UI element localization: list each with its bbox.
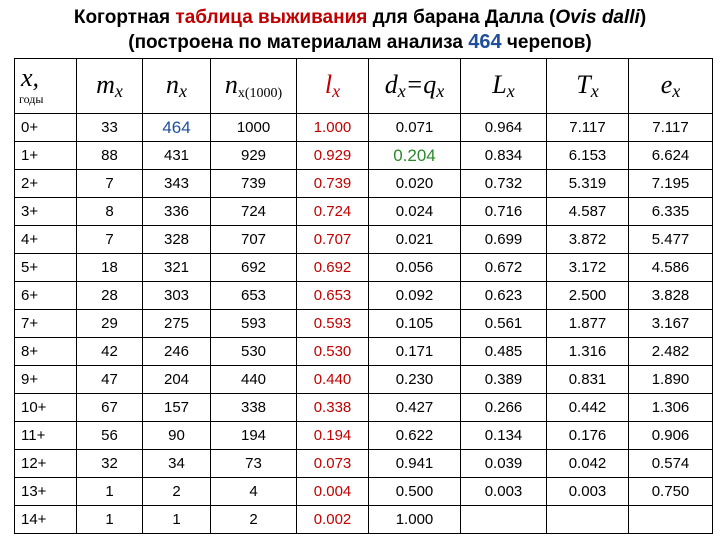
cell-age: 14+ bbox=[15, 506, 77, 534]
cell-nx1000: 4 bbox=[211, 478, 297, 506]
cell-nx1000: 739 bbox=[211, 170, 297, 198]
cell-dx: 0.230 bbox=[369, 366, 461, 394]
cell-dx: 0.171 bbox=[369, 338, 461, 366]
cell-Tx: 3.872 bbox=[547, 226, 629, 254]
cell-nx: 328 bbox=[143, 226, 211, 254]
cell-lx: 0.739 bbox=[297, 170, 369, 198]
subtitle-suffix: черепов) bbox=[501, 32, 592, 53]
table-row bbox=[15, 478, 713, 506]
cell-age: 0+ bbox=[15, 114, 77, 142]
cell-Lx bbox=[461, 506, 547, 534]
header-lx: $l_x$ bbox=[297, 59, 369, 114]
cell-ex: 0.750 bbox=[629, 478, 713, 506]
header-x-unit: годы bbox=[19, 92, 44, 106]
title-end: ) bbox=[639, 7, 647, 28]
table-row bbox=[15, 170, 713, 198]
cell-ex: 1.890 bbox=[629, 366, 713, 394]
cell-age: 8+ bbox=[15, 338, 77, 366]
cell-Lx: 0.964 bbox=[461, 114, 547, 142]
cell-age: 12+ bbox=[15, 450, 77, 478]
cell-dx: 0.105 bbox=[369, 310, 461, 338]
cell-nx: 275 bbox=[143, 310, 211, 338]
table-row bbox=[15, 422, 713, 450]
table-body bbox=[15, 114, 713, 534]
cell-ex: 1.306 bbox=[629, 394, 713, 422]
cell-lx: 0.002 bbox=[297, 506, 369, 534]
cell-ex: 5.477 bbox=[629, 226, 713, 254]
cell-nx: 336 bbox=[143, 198, 211, 226]
cell-lx: 0.440 bbox=[297, 366, 369, 394]
cell-dx: 0.500 bbox=[369, 478, 461, 506]
cell-nx: 431 bbox=[143, 142, 211, 170]
cell-dx: 1.000 bbox=[369, 506, 461, 534]
cell-ex: 3.167 bbox=[629, 310, 713, 338]
cell-age: 6+ bbox=[15, 282, 77, 310]
cell-lx: 0.929 bbox=[297, 142, 369, 170]
cell-dx: 0.024 bbox=[369, 198, 461, 226]
cell-nx1000: 692 bbox=[211, 254, 297, 282]
table-row bbox=[15, 114, 713, 142]
cell-mx: 1 bbox=[77, 478, 143, 506]
cell-nx: 303 bbox=[143, 282, 211, 310]
cell-Tx: 0.176 bbox=[547, 422, 629, 450]
cell-lx: 0.724 bbox=[297, 198, 369, 226]
cell-mx: 88 bbox=[77, 142, 143, 170]
cell-dx: 0.941 bbox=[369, 450, 461, 478]
cell-Lx: 0.561 bbox=[461, 310, 547, 338]
cell-mx: 7 bbox=[77, 226, 143, 254]
life-table bbox=[14, 58, 713, 534]
cell-nx1000: 194 bbox=[211, 422, 297, 450]
cell-Lx: 0.834 bbox=[461, 142, 547, 170]
cell-ex: 0.906 bbox=[629, 422, 713, 450]
cell-age: 7+ bbox=[15, 310, 77, 338]
cell-Tx: 2.500 bbox=[547, 282, 629, 310]
cell-age: 3+ bbox=[15, 198, 77, 226]
cell-Lx: 0.485 bbox=[461, 338, 547, 366]
cell-lx: 0.692 bbox=[297, 254, 369, 282]
cell-dx: 0.020 bbox=[369, 170, 461, 198]
cell-Tx: 1.316 bbox=[547, 338, 629, 366]
cell-lx: 0.707 bbox=[297, 226, 369, 254]
cell-dx: 0.427 bbox=[369, 394, 461, 422]
title-middle: для барана Далла ( bbox=[367, 7, 556, 28]
cell-dx: 0.622 bbox=[369, 422, 461, 450]
species-name: Ovis dalli bbox=[555, 7, 640, 28]
cell-mx: 1 bbox=[77, 506, 143, 534]
title-line-2 bbox=[0, 30, 720, 55]
cell-nx1000: 530 bbox=[211, 338, 297, 366]
cell-dx: 0.056 bbox=[369, 254, 461, 282]
cell-nx1000: 929 bbox=[211, 142, 297, 170]
cell-mx: 7 bbox=[77, 170, 143, 198]
header-x-label: x, bbox=[21, 63, 40, 92]
cell-ex: 0.574 bbox=[629, 450, 713, 478]
cell-mx: 33 bbox=[77, 114, 143, 142]
cell-lx: 0.338 bbox=[297, 394, 369, 422]
cell-Tx: 1.877 bbox=[547, 310, 629, 338]
cell-Lx: 0.623 bbox=[461, 282, 547, 310]
cell-nx: 343 bbox=[143, 170, 211, 198]
title-prefix: Когортная bbox=[73, 7, 176, 28]
cell-lx: 0.530 bbox=[297, 338, 369, 366]
cell-nx: 34 bbox=[143, 450, 211, 478]
cell-Lx: 0.699 bbox=[461, 226, 547, 254]
cell-lx: 0.593 bbox=[297, 310, 369, 338]
cell-nx1000: 1000 bbox=[211, 114, 297, 142]
cell-ex: 6.624 bbox=[629, 142, 713, 170]
skull-count: 464 bbox=[468, 31, 502, 53]
cell-nx1000: 73 bbox=[211, 450, 297, 478]
cell-Tx: 5.319 bbox=[547, 170, 629, 198]
cell-ex: 7.117 bbox=[629, 114, 713, 142]
cell-lx: 0.004 bbox=[297, 478, 369, 506]
cell-Tx: 3.172 bbox=[547, 254, 629, 282]
table-row bbox=[15, 310, 713, 338]
cell-Tx: 6.153 bbox=[547, 142, 629, 170]
cell-Tx: 0.042 bbox=[547, 450, 629, 478]
cell-Lx: 0.732 bbox=[461, 170, 547, 198]
cell-mx: 32 bbox=[77, 450, 143, 478]
title-line-1 bbox=[0, 6, 720, 30]
cell-mx: 42 bbox=[77, 338, 143, 366]
cell-Lx: 0.672 bbox=[461, 254, 547, 282]
cell-nx1000: 440 bbox=[211, 366, 297, 394]
cell-dx: 0.092 bbox=[369, 282, 461, 310]
cell-nx: 2 bbox=[143, 478, 211, 506]
cell-nx1000: 338 bbox=[211, 394, 297, 422]
cell-Lx: 0.134 bbox=[461, 422, 547, 450]
table-row bbox=[15, 338, 713, 366]
cell-nx1000: 593 bbox=[211, 310, 297, 338]
cell-lx: 0.653 bbox=[297, 282, 369, 310]
cell-nx1000: 2 bbox=[211, 506, 297, 534]
table-row bbox=[15, 394, 713, 422]
cell-ex: 3.828 bbox=[629, 282, 713, 310]
cell-age: 4+ bbox=[15, 226, 77, 254]
cell-nx1000: 707 bbox=[211, 226, 297, 254]
cell-ex: 6.335 bbox=[629, 198, 713, 226]
header-x bbox=[15, 59, 77, 114]
table-row bbox=[15, 198, 713, 226]
cell-nx: 204 bbox=[143, 366, 211, 394]
table-row bbox=[15, 506, 713, 534]
cell-nx: 321 bbox=[143, 254, 211, 282]
cell-mx: 56 bbox=[77, 422, 143, 450]
cell-mx: 18 bbox=[77, 254, 143, 282]
cell-Lx: 0.266 bbox=[461, 394, 547, 422]
cell-ex: 7.195 bbox=[629, 170, 713, 198]
header-nx: $n_x$ bbox=[143, 59, 211, 114]
cell-nx1000: 724 bbox=[211, 198, 297, 226]
header-nx1000: $n_{x(1000)}$ bbox=[211, 59, 297, 114]
cell-Tx bbox=[547, 506, 629, 534]
cell-Tx: 0.442 bbox=[547, 394, 629, 422]
cell-age: 2+ bbox=[15, 170, 77, 198]
cell-mx: 8 bbox=[77, 198, 143, 226]
cell-Tx: 0.003 bbox=[547, 478, 629, 506]
cell-nx: 1 bbox=[143, 506, 211, 534]
cell-age: 11+ bbox=[15, 422, 77, 450]
cell-lx: 0.194 bbox=[297, 422, 369, 450]
header-mx: $m_x$ bbox=[77, 59, 143, 114]
table-row bbox=[15, 254, 713, 282]
table-row bbox=[15, 226, 713, 254]
cell-dx: 0.071 bbox=[369, 114, 461, 142]
cell-age: 10+ bbox=[15, 394, 77, 422]
table-row bbox=[15, 142, 713, 170]
header-Tx: $T_x$ bbox=[547, 59, 629, 114]
cell-Tx: 7.117 bbox=[547, 114, 629, 142]
cell-ex bbox=[629, 506, 713, 534]
table-row bbox=[15, 282, 713, 310]
cell-mx: 29 bbox=[77, 310, 143, 338]
cell-nx: 157 bbox=[143, 394, 211, 422]
cell-Tx: 4.587 bbox=[547, 198, 629, 226]
table-row bbox=[15, 366, 713, 394]
cell-dx: 0.204 bbox=[369, 142, 461, 170]
cell-lx: 1.000 bbox=[297, 114, 369, 142]
header-dx-qx: $d_x=q_x$ bbox=[369, 59, 461, 114]
cell-age: 5+ bbox=[15, 254, 77, 282]
cell-dx: 0.021 bbox=[369, 226, 461, 254]
cell-Lx: 0.003 bbox=[461, 478, 547, 506]
cell-mx: 28 bbox=[77, 282, 143, 310]
table-row bbox=[15, 450, 713, 478]
cell-mx: 67 bbox=[77, 394, 143, 422]
cell-nx: 90 bbox=[143, 422, 211, 450]
cell-age: 13+ bbox=[15, 478, 77, 506]
cell-Lx: 0.716 bbox=[461, 198, 547, 226]
cell-nx1000: 653 bbox=[211, 282, 297, 310]
cell-ex: 4.586 bbox=[629, 254, 713, 282]
title-highlight: таблица выживания bbox=[175, 7, 368, 28]
cell-lx: 0.073 bbox=[297, 450, 369, 478]
cell-Tx: 0.831 bbox=[547, 366, 629, 394]
cell-ex: 2.482 bbox=[629, 338, 713, 366]
table-title bbox=[0, 6, 720, 55]
cell-nx: 464 bbox=[143, 114, 211, 142]
cell-mx: 47 bbox=[77, 366, 143, 394]
cell-Lx: 0.039 bbox=[461, 450, 547, 478]
header-Lx: $L_x$ bbox=[461, 59, 547, 114]
subtitle-prefix: (построена по материалам анализа bbox=[128, 32, 469, 53]
cell-nx: 246 bbox=[143, 338, 211, 366]
cell-Lx: 0.389 bbox=[461, 366, 547, 394]
cell-age: 1+ bbox=[15, 142, 77, 170]
header-row bbox=[15, 59, 713, 114]
header-ex: $e_x$ bbox=[629, 59, 713, 114]
cell-age: 9+ bbox=[15, 366, 77, 394]
